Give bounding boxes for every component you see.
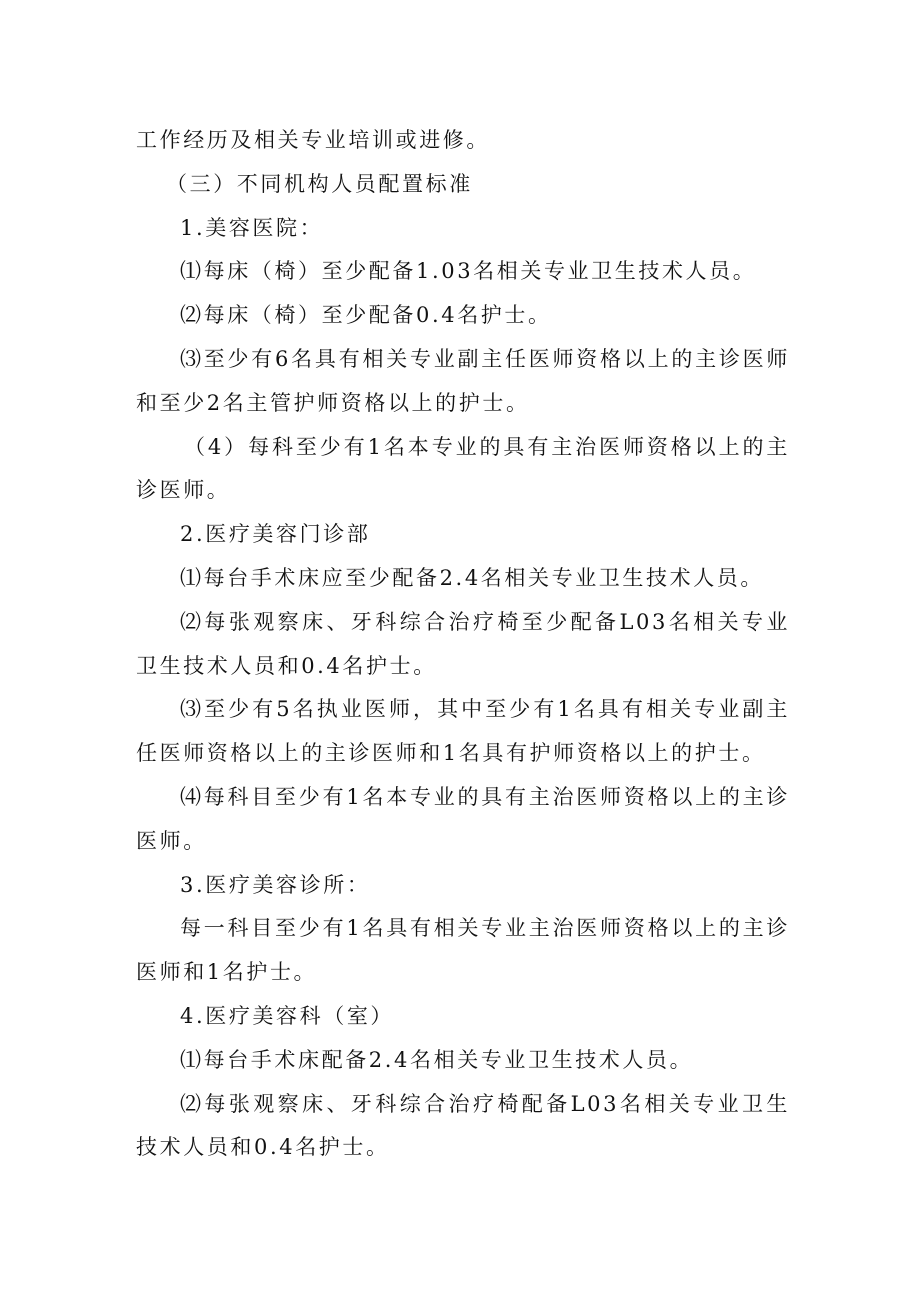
list-item-hospital-1: ⑴每床（椅）至少配备1.03名相关专业卫生技术人员。: [180, 259, 757, 284]
list-item-hospital-3: ⑶至少有6名具有相关专业副主任医师资格以上的主诊医师和至少2名主管护师资格以上的护士。: [136, 346, 790, 415]
document-body: [136, 119, 790, 1170]
list-item-outpatient-2: ⑵每张观察床、牙科综合治疗椅至少配备L03名相关专业卫生技术人员和0.4名护士。: [136, 609, 790, 678]
list-item-outpatient-3: ⑶至少有5名执业医师，其中至少有1名具有相关专业副主任医师资格以上的主诊医师和1名具有护师资格以上的护士。: [136, 697, 790, 766]
list-item-department-1: ⑴每台手术床配备2.4名相关专业卫生技术人员。: [180, 1047, 694, 1072]
list-item-hospital-4: （4）每科至少有1名本专业的具有主治医师资格以上的主诊医师。: [136, 434, 790, 503]
paragraph-clinic-1: 每一科目至少有1名具有相关专业主治医师资格以上的主诊医师和1名护士。: [136, 916, 790, 985]
subheading-clinic: 3.医疗美容诊所：: [180, 872, 371, 897]
list-item-department-2: ⑵每张观察床、牙科综合治疗椅配备L03名相关专业卫生技术人员和0.4名护士。: [136, 1091, 790, 1160]
subheading-beauty-hospital: 1.美容医院：: [180, 215, 324, 240]
section-heading-3: （三）不同机构人员配置标准: [166, 171, 473, 196]
list-item-outpatient-4: ⑷每科目至少有1名本专业的具有主治医师资格以上的主诊医师。: [136, 784, 790, 853]
subheading-outpatient: 2.医疗美容门诊部: [180, 522, 371, 547]
subheading-department: 4.医疗美容科（室）: [180, 1003, 395, 1028]
list-item-outpatient-1: ⑴每台手术床应至少配备2.4名相关专业卫生技术人员。: [180, 565, 764, 590]
list-item-hospital-2: ⑵每床（椅）至少配备0.4名护士。: [180, 303, 552, 328]
paragraph-work-history: 工作经历及相关专业培训或进修。: [136, 128, 490, 152]
